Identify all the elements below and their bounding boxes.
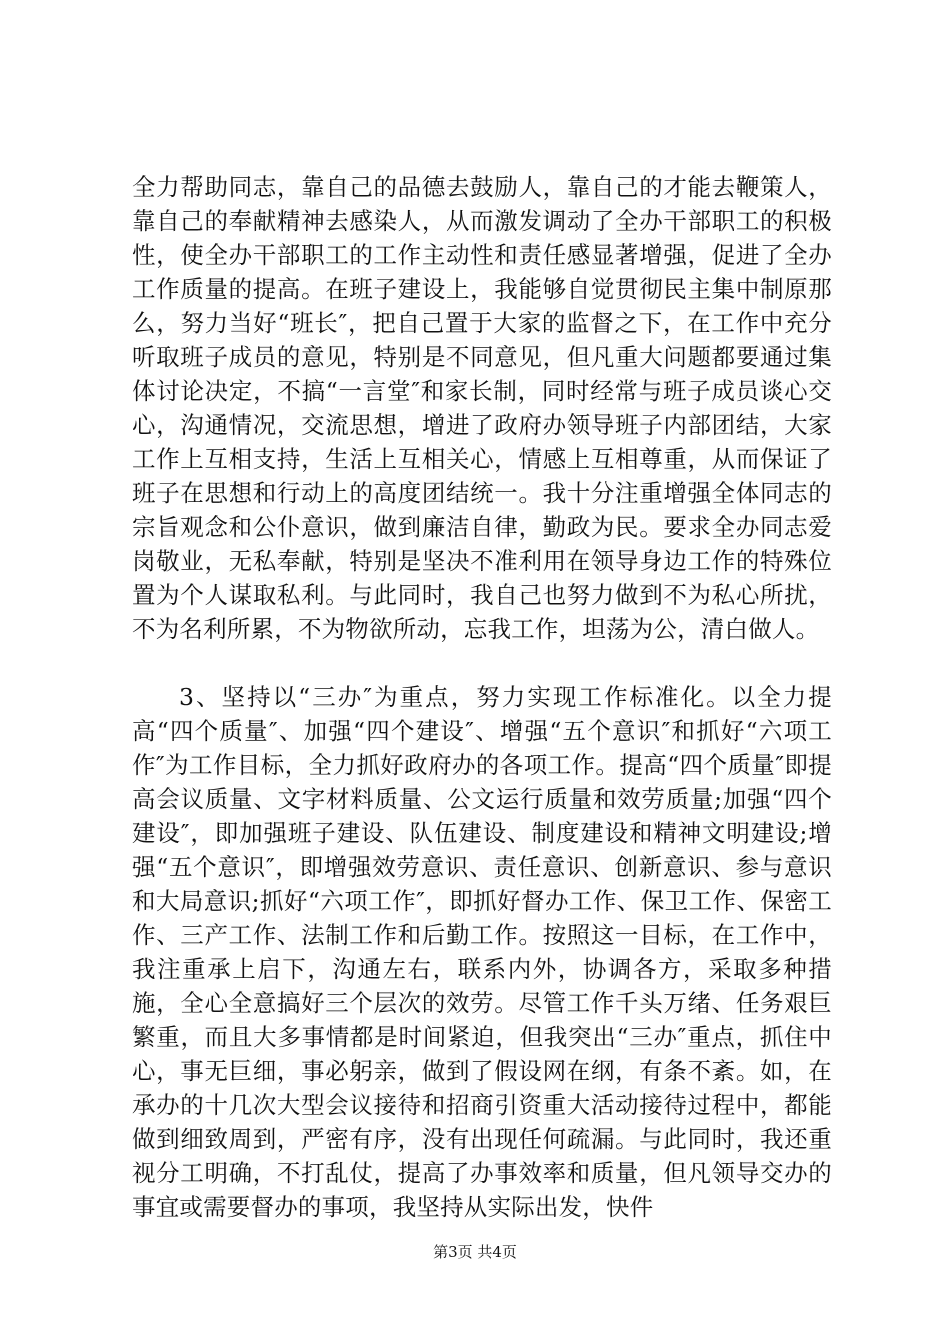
body-paragraph-2: 3、坚持以“三办″为重点，努力实现工作标准化。以全力提高“四个质量″、加强“四个建设″、增强“五个意识″和抓好“六项工作″为工作目标，全力抓好政府办的各项工作。提高“四个质量″即提高会议质量、文字材料质量、公文运行质量和效劳质量;加强“四个建设″，即加强班子建设、队伍建设、制度建设和精神文明建设;增强“五个意识″，即增强效劳意识、责任意识、创新意识、参与意识和大局意识;抓好“六项工作″，即抓好督办工作、保卫工作、保密工作、三产工作、法制工作和后勤工作。按照这一目标，在工作中，我注重承上启下，沟通左右，联系内外，协调各方，采取多种措施，全心全意搞好三个层次的效劳。尽管工作千头万绪、任务艰巨繁重，而且大多事情都是时间紧迫，但我突出“三办″重点，抓住中心，事无巨细，事必躬亲，做到了假设网在纲，有条不紊。如，在承办的十几次大型会议接待和招商引资重大活动接待过程中，都能做到细致周到，严密有序，没有出现任何疏漏。与此同时，我还重视分工明确，不打乱仗，提高了办事效率和质量，但凡领导交办的事宜或需要督办的事项，我坚持从实际出发，快件 — [132, 683, 832, 1221]
body-paragraph-1: 全力帮助同志，靠自己的品德去鼓励人，靠自己的才能去鞭策人，靠自己的奉献精神去感染人，从而激发调动了全办干部职工的积极性，使全办干部职工的工作主动性和责任感显著增强，促进了全办工作质量的提高。在班子建设上，我能够自觉贯彻民主集中制原那么，努力当好“班长″，把自己置于大家的监督之下，在工作中充分听取班子成员的意见，特别是不同意见，但凡重大问题都要通过集体讨论决定，不搞“一言堂″和家长制，同时经常与班子成员谈心交心，沟通情况，交流思想，增进了政府办领导班子内部团结，大家工作上互相支持，生活上互相关心，情感上互相尊重，从而保证了班子在思想和行动上的高度团结统一。我十分注重增强全体同志的宗旨观念和公仆意识，做到廉洁自律，勤政为民。要求全办同志爱岗敬业，无私奉献，特别是坚决不准利用在领导身边工作的特殊位置为个人谋取私利。与此同时，我自己也努力做到不为私心所扰，不为名利所累，不为物欲所动，忘我工作，坦荡为公，清白做人。 — [132, 173, 832, 643]
document-body — [132, 170, 832, 1224]
page-number-footer: 第3页 共4页 — [433, 1243, 517, 1261]
